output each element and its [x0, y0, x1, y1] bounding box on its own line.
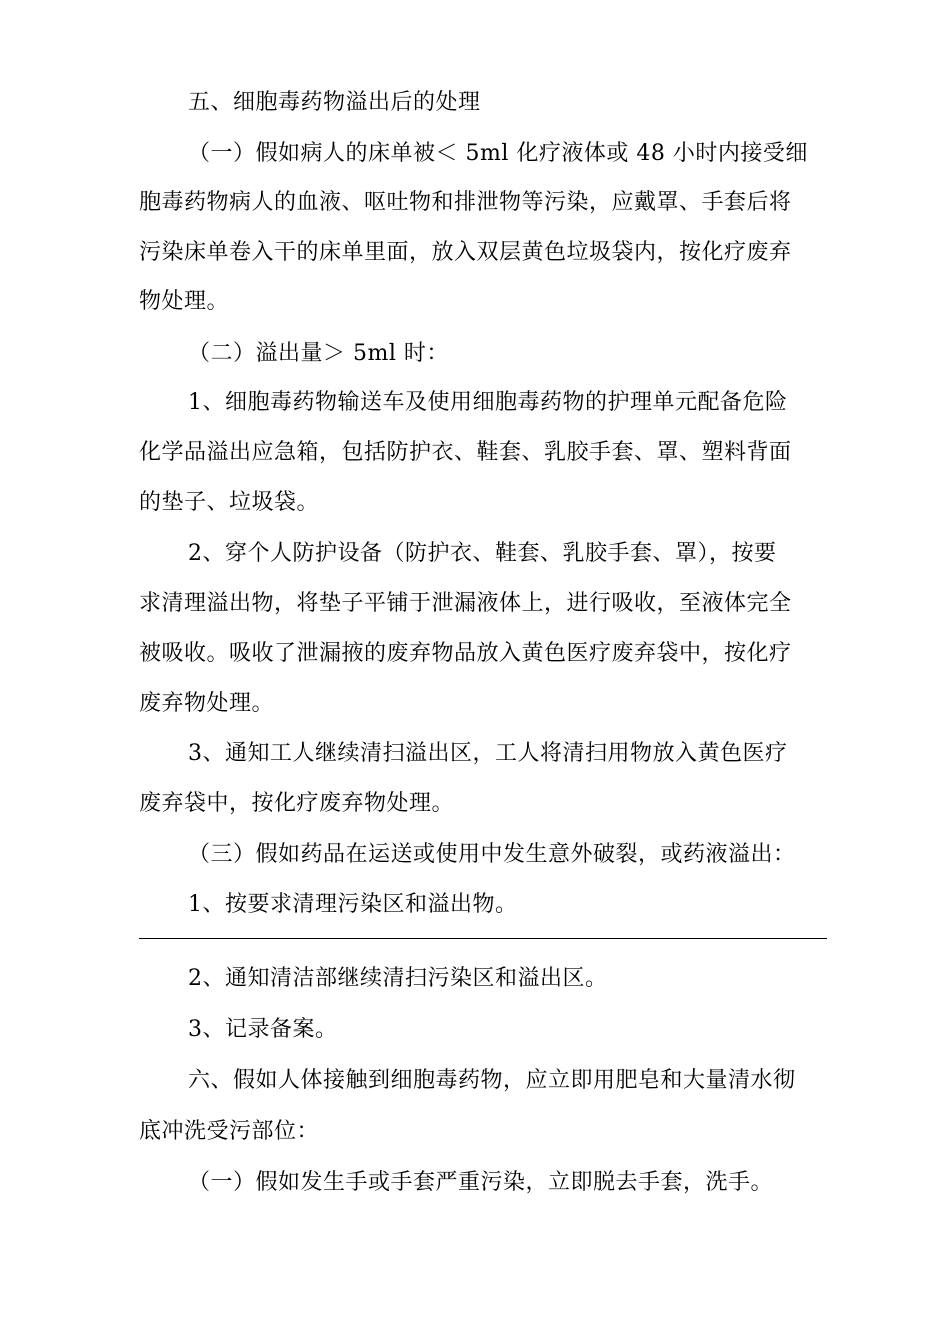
subsection-2-heading: （二）溢出量＞ 5ml 时： — [188, 341, 449, 366]
item-1-line-2: 化学品溢出应急箱，包括防护衣、鞋套、乳胶手套、罩、塑料背面 — [139, 440, 792, 465]
item-2-line-3: 被吸收。吸收了泄漏掖的废弃物品放入黄色医疗废弃袋中，按化疗 — [139, 641, 792, 666]
sub3-item-3: 3、记录备案。 — [188, 1017, 338, 1042]
subsection-3-heading: （三）假如药品在运送或使用中发生意外破裂，或药液溢出： — [188, 842, 796, 867]
section-6-sub1: （一）假如发生手或手套严重污染，立即脱去手套，洗手。 — [188, 1170, 774, 1195]
paragraph-1-line-3: 污染床单卷入干的床单里面，放入双层黄色垃圾袋内，按化疗废弃 — [139, 240, 792, 265]
item-3-line-1: 3、通知工人继续清扫溢出区，工人将清扫用物放入黄色医疗 — [188, 741, 788, 766]
item-1-line-3: 的垫子、垃圾袋。 — [139, 490, 320, 515]
section-6-line-2: 底冲洗受污部位： — [139, 1119, 320, 1144]
section-6-line-1: 六、假如人体接触到细胞毒药物，应立即用肥皂和大量清水彻 — [188, 1068, 796, 1093]
paragraph-1-line-4: 物处理。 — [139, 289, 230, 314]
page-divider — [139, 938, 827, 939]
item-2-line-2: 求清理溢出物，将垫子平铺于泄漏液体上，进行吸收，至液体完全 — [139, 591, 792, 616]
sub3-item-2: 2、通知清洁部继续清扫污染区和溢出区。 — [188, 966, 608, 991]
section-5-heading: 五、细胞毒药物溢出后的处理 — [188, 90, 481, 115]
paragraph-1-line-2: 胞毒药物病人的血液、呕吐物和排泄物等污染，应戴罩、手套后将 — [139, 190, 792, 215]
paragraph-1-line-1: （一）假如病人的床单被＜ 5ml 化疗液体或 48 小时内接受细 — [188, 141, 808, 166]
item-1-line-1: 1、细胞毒药物输送车及使用细胞毒药物的护理单元配备危险 — [188, 390, 788, 415]
item-2-line-1: 2、穿个人防护设备（防护衣、鞋套、乳胶手套、罩），按要 — [188, 541, 777, 566]
sub3-item-1: 1、按要求清理污染区和溢出物。 — [188, 892, 518, 917]
item-2-line-4: 废弃物处理。 — [139, 691, 275, 716]
item-3-line-2: 废弃袋中，按化疗废弃物处理。 — [139, 791, 455, 816]
